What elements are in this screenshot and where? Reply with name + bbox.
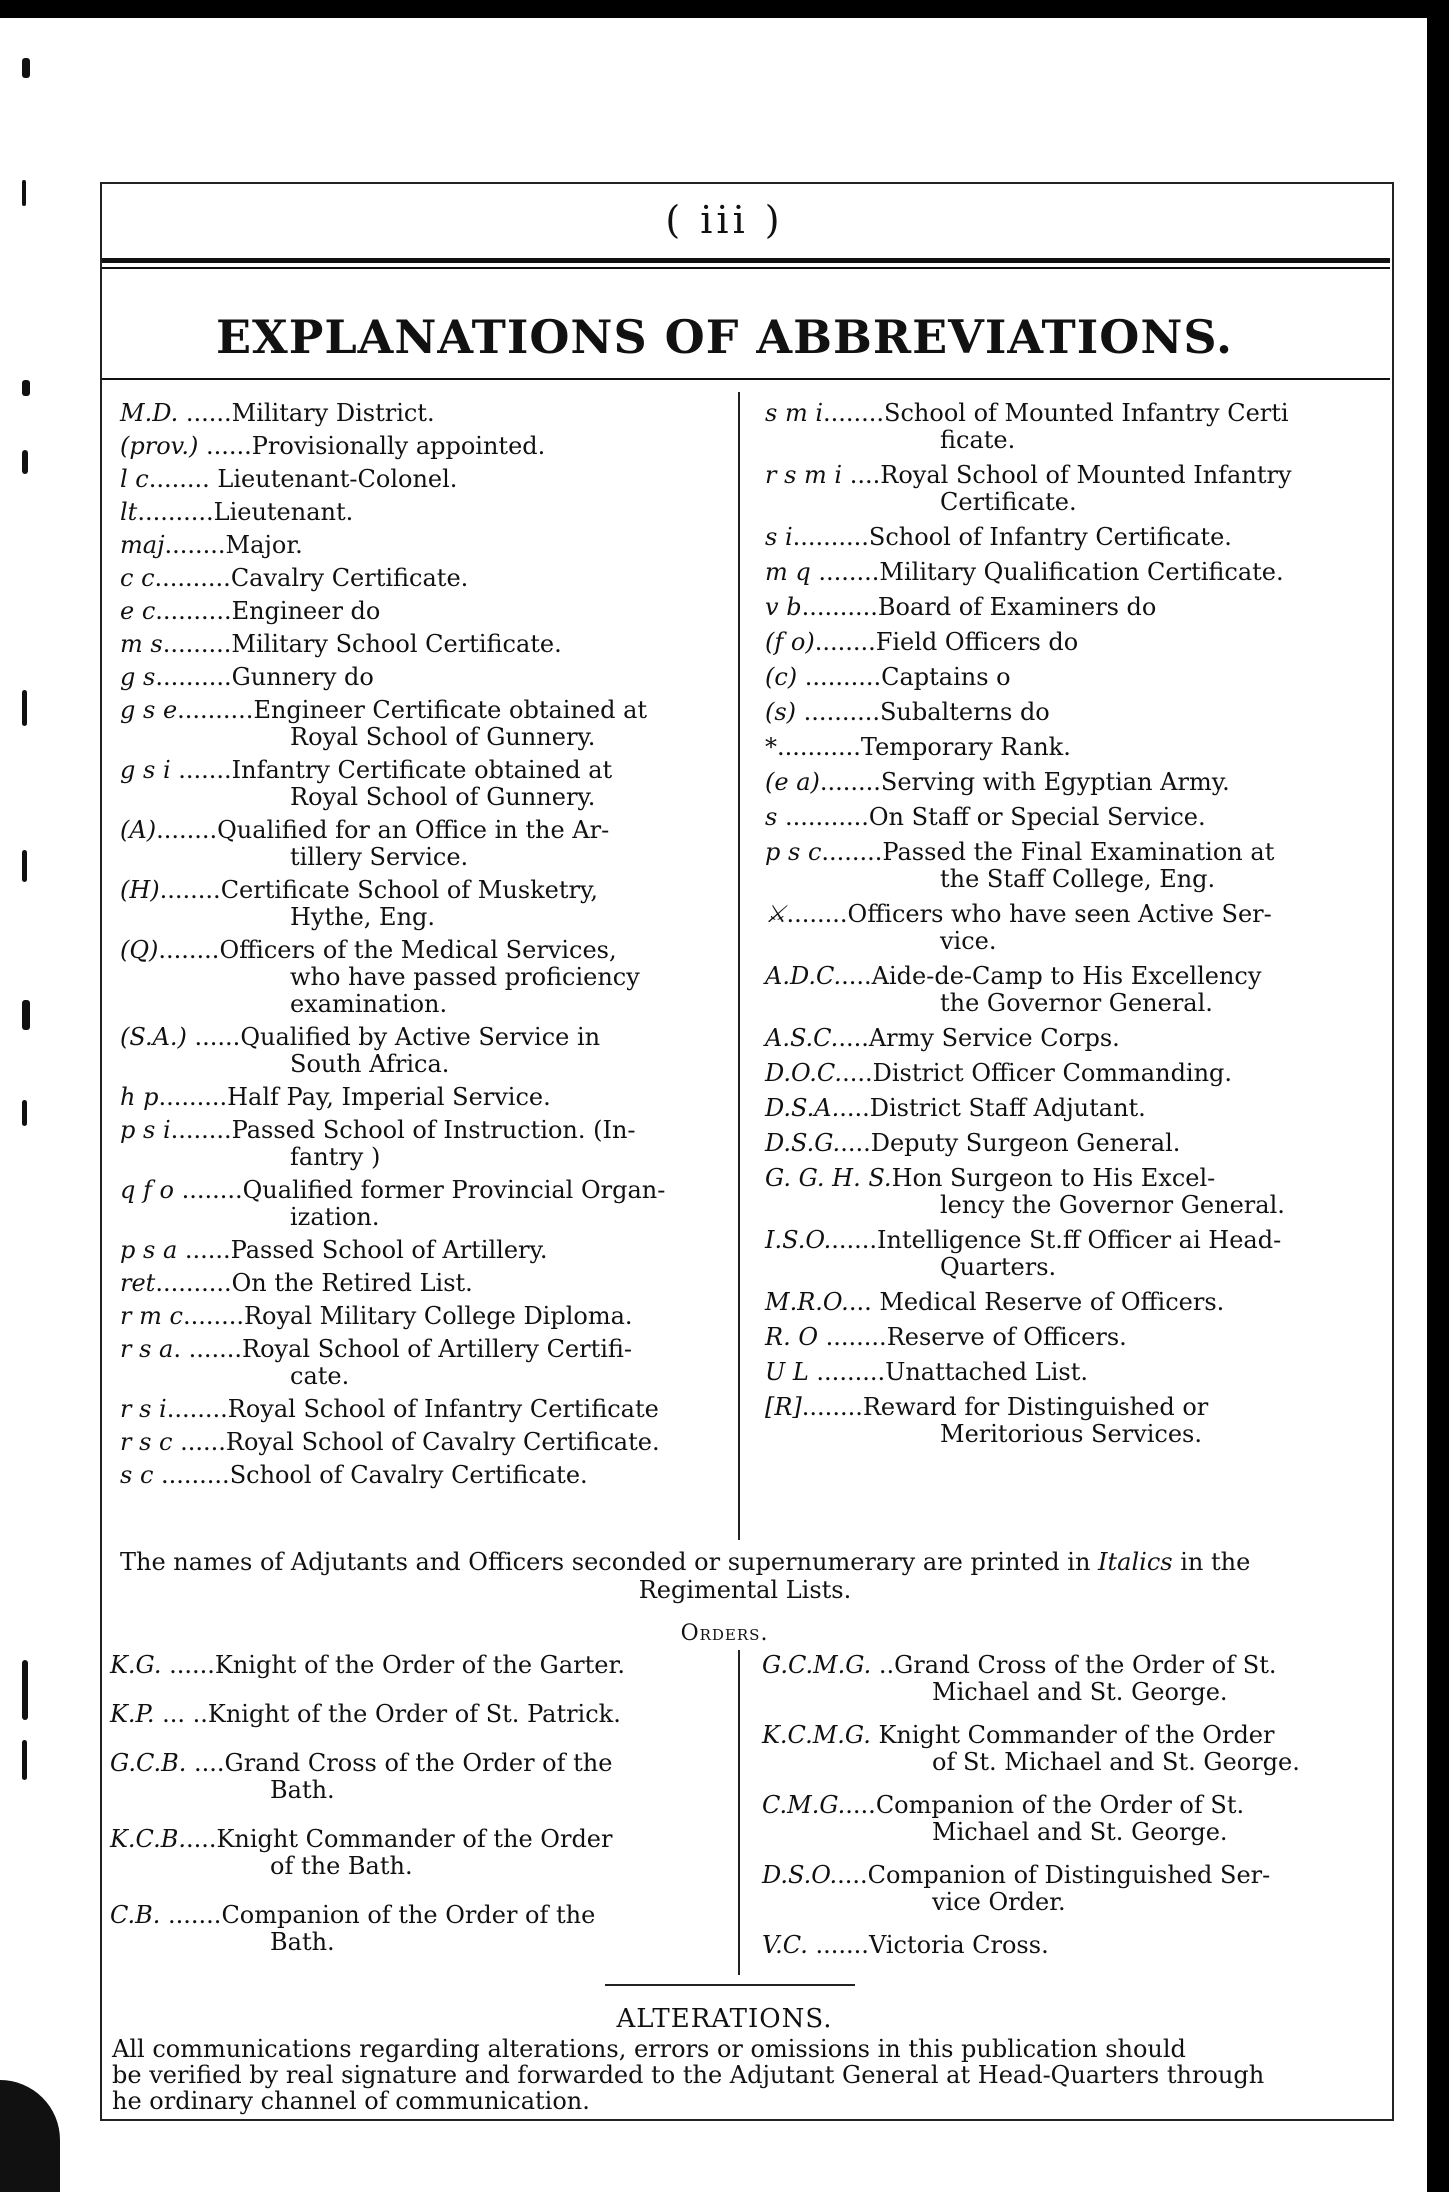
meaning: Companion of Distinguished Ser- bbox=[867, 1861, 1271, 1889]
leader-dots: ...... bbox=[186, 1023, 241, 1051]
meaning-continued: Michael and St. George. bbox=[932, 1818, 1228, 1846]
meaning: Royal School of Mounted Infantry bbox=[880, 461, 1292, 489]
meaning-continued: who have passed proficiency bbox=[290, 963, 640, 991]
abbreviation: s bbox=[765, 803, 778, 831]
meaning: Major. bbox=[225, 531, 303, 559]
abbreviation: (e a) bbox=[765, 768, 820, 796]
abbreviation: (s) bbox=[765, 698, 797, 726]
meaning-continued: the Governor General. bbox=[940, 989, 1213, 1017]
leader-dots: ...... bbox=[178, 399, 232, 427]
abbreviation: s c bbox=[120, 1461, 154, 1489]
abbreviation: v b bbox=[765, 593, 802, 621]
leader-dots: ......... bbox=[153, 1461, 230, 1489]
abbreviation-row bbox=[120, 598, 380, 625]
order-row bbox=[110, 1902, 595, 1956]
abbreviation-row bbox=[765, 1095, 1146, 1122]
abbreviation: M.D. bbox=[120, 399, 179, 427]
meaning: Hon Surgeon to His Excel- bbox=[891, 1164, 1216, 1192]
meaning: Cavalry Certificate. bbox=[230, 564, 469, 592]
meaning: Reserve of Officers. bbox=[886, 1323, 1127, 1351]
order-row bbox=[110, 1652, 625, 1679]
abbreviation: m s bbox=[120, 630, 163, 658]
leader-dots: .... bbox=[842, 461, 881, 489]
leader-dots: .......... bbox=[796, 698, 880, 726]
meaning: Infantry Certificate obtained at bbox=[231, 756, 613, 784]
order-row bbox=[110, 1750, 612, 1804]
abbreviation: l c bbox=[120, 465, 149, 493]
abbreviation-row bbox=[765, 559, 1284, 586]
meaning: Knight of the Order of St. Patrick. bbox=[207, 1700, 621, 1728]
leader-dots: ... .. bbox=[154, 1700, 208, 1728]
meaning-continued: Michael and St. George. bbox=[932, 1678, 1228, 1706]
abbreviation: * bbox=[765, 733, 777, 761]
abbreviation: p s a bbox=[120, 1236, 178, 1264]
abbreviation-row bbox=[120, 400, 435, 427]
abbreviation: e c bbox=[120, 597, 156, 625]
meaning: Passed the Final Examination at bbox=[882, 838, 1275, 866]
meaning: Royal School of Infantry Certificate bbox=[227, 1395, 659, 1423]
meaning: Engineer Certificate obtained at bbox=[253, 696, 648, 724]
meaning: District Officer Commanding. bbox=[872, 1059, 1233, 1087]
leader-dots: ........ bbox=[159, 876, 221, 904]
abbreviation: C.M.G. bbox=[762, 1791, 846, 1819]
leader-dots: ...... bbox=[198, 432, 252, 460]
meaning: Qualified by Active Service in bbox=[240, 1023, 601, 1051]
meaning: Field Officers do bbox=[875, 628, 1079, 656]
meaning-continued: vice. bbox=[940, 927, 997, 955]
abbreviation: g s e bbox=[120, 696, 178, 724]
leader-dots: ........ bbox=[158, 936, 220, 964]
column-divider-orders bbox=[738, 1650, 740, 1975]
abbreviation-row bbox=[765, 1324, 1127, 1351]
note-italic-word: Italics bbox=[1098, 1548, 1173, 1576]
meaning: Reward for Distinguished or bbox=[862, 1393, 1209, 1421]
abbreviation-row bbox=[765, 734, 1071, 761]
abbreviation: [R] bbox=[765, 1393, 802, 1421]
abbreviation: lt bbox=[120, 498, 138, 526]
leader-dots: .... bbox=[185, 1825, 217, 1853]
meaning: Qualified for an Office in the Ar- bbox=[217, 816, 610, 844]
leader-dots: ......... bbox=[162, 630, 232, 658]
abbreviation-row bbox=[765, 1025, 1120, 1052]
abbreviation-row bbox=[765, 963, 1261, 1017]
leader-dots: ........ bbox=[823, 399, 885, 427]
scan-mark bbox=[22, 1660, 28, 1720]
abbreviation: G.C.B. bbox=[110, 1749, 187, 1777]
leader-dots: ....... bbox=[807, 1931, 869, 1959]
meaning-continued: vice Order. bbox=[932, 1888, 1066, 1916]
meaning: Military Qualification Certificate. bbox=[879, 558, 1284, 586]
leader-dots: ........ bbox=[810, 558, 880, 586]
leader-dots: ........ bbox=[164, 531, 226, 559]
meaning: Certificate School of Musketry, bbox=[220, 876, 598, 904]
meaning: Medical Reserve of Officers. bbox=[871, 1288, 1225, 1316]
abbreviation: ret bbox=[120, 1269, 156, 1297]
abbreviation-row bbox=[120, 757, 612, 811]
meaning-continued: cate. bbox=[290, 1362, 350, 1390]
abbreviation: (A) bbox=[120, 816, 157, 844]
leader-dots: ........... bbox=[777, 803, 869, 831]
leader-dots: .......... bbox=[155, 663, 232, 691]
abbreviation-row bbox=[120, 466, 457, 493]
leader-dots: ........ bbox=[819, 768, 881, 796]
meaning: School of Mounted Infantry Certi bbox=[884, 399, 1289, 427]
abbreviation-row bbox=[120, 877, 598, 931]
abbreviation-row bbox=[120, 1084, 551, 1111]
abbreviation: D.S.A. bbox=[765, 1094, 840, 1122]
abbreviation: K.C.B. bbox=[110, 1825, 186, 1853]
meaning: On the Retired List. bbox=[231, 1269, 473, 1297]
leader-dots: ........ bbox=[818, 1323, 887, 1351]
leader-dots: .... bbox=[840, 1129, 871, 1157]
abbreviation-row bbox=[120, 433, 545, 460]
meaning: On Staff or Special Service. bbox=[868, 803, 1206, 831]
meaning: Unattached List. bbox=[885, 1358, 1088, 1386]
order-row bbox=[762, 1862, 1270, 1916]
scan-mark bbox=[22, 1740, 27, 1780]
meaning: Victoria Cross. bbox=[868, 1931, 1049, 1959]
meaning-continued: South Africa. bbox=[290, 1050, 450, 1078]
abbreviation-row bbox=[120, 1336, 632, 1390]
abbreviation: s m i bbox=[765, 399, 824, 427]
meaning: Subalterns do bbox=[879, 698, 1050, 726]
abbreviation-row bbox=[765, 462, 1292, 516]
abbreviation-row bbox=[120, 631, 562, 658]
order-row bbox=[762, 1652, 1276, 1706]
abbreviation: G. G. H. S. bbox=[765, 1164, 892, 1192]
meaning: Half Pay, Imperial Service. bbox=[227, 1083, 551, 1111]
abbreviation-row bbox=[765, 901, 1272, 955]
abbreviation: K.G. bbox=[110, 1651, 162, 1679]
meaning-continued: fantry ) bbox=[290, 1143, 381, 1171]
meaning: Passed School of Artillery. bbox=[230, 1236, 548, 1264]
leader-dots: .......... bbox=[792, 523, 869, 551]
meaning: Knight Commander of the Order bbox=[878, 1721, 1275, 1749]
leader-dots: ........ bbox=[182, 1302, 244, 1330]
abbreviation-row bbox=[120, 817, 609, 871]
abbreviation: m q bbox=[765, 558, 811, 586]
meaning-continued: Meritorious Services. bbox=[940, 1420, 1202, 1448]
abbreviation: p s c bbox=[765, 838, 822, 866]
meaning: Board of Examiners do bbox=[877, 593, 1157, 621]
abbreviation: D.S.O. bbox=[762, 1861, 838, 1889]
leader-dots: ...... bbox=[177, 1236, 231, 1264]
meaning: Knight of the Order of the Garter. bbox=[214, 1651, 625, 1679]
abbreviation-row bbox=[765, 804, 1206, 831]
abbreviation-row bbox=[765, 629, 1078, 656]
meaning: Passed School of Instruction. (In- bbox=[231, 1116, 636, 1144]
meaning: Royal Military College Diploma. bbox=[243, 1302, 633, 1330]
meaning-continued: Bath. bbox=[270, 1928, 335, 1956]
abbreviation: (S.A.) bbox=[120, 1023, 187, 1051]
leader-dots: ........ bbox=[801, 1393, 863, 1421]
meaning-continued: Royal School of Gunnery. bbox=[290, 783, 596, 811]
leader-dots: ...... bbox=[161, 1651, 215, 1679]
note-text-line2: Regimental Lists. bbox=[638, 1576, 852, 1604]
meaning: Temporary Rank. bbox=[860, 733, 1071, 761]
note-text: The names of Adjutants and Officers seconded or supernumerary are printed in bbox=[120, 1548, 1099, 1576]
leader-dots: .... bbox=[845, 1791, 876, 1819]
meaning-continued: tillery Service. bbox=[290, 843, 469, 871]
meaning-continued: of the Bath. bbox=[270, 1852, 413, 1880]
leader-dots: ........... bbox=[777, 733, 861, 761]
scan-corner-shadow bbox=[0, 2080, 60, 2192]
abbreviation: K.C.M.G. bbox=[762, 1721, 871, 1749]
abbreviation-row bbox=[765, 1289, 1224, 1316]
scan-mark bbox=[22, 380, 30, 396]
leader-dots: ......... bbox=[158, 1083, 228, 1111]
meaning: Provisionally appointed. bbox=[251, 432, 546, 460]
abbreviation-row bbox=[765, 400, 1289, 454]
meaning: District Staff Adjutant. bbox=[869, 1094, 1146, 1122]
meaning: Officers who have seen Active Ser- bbox=[847, 900, 1272, 928]
order-row bbox=[762, 1722, 1300, 1776]
meaning: Royal School of Artillery Certifi- bbox=[242, 1335, 633, 1363]
meaning-continued: lency the Governor General. bbox=[940, 1191, 1285, 1219]
meaning: Military District. bbox=[231, 399, 435, 427]
abbreviation: ⚔ bbox=[765, 900, 787, 928]
leader-dots: ........ bbox=[821, 838, 883, 866]
abbreviation: G.C.M.G. bbox=[762, 1651, 872, 1679]
abbreviation: h p bbox=[120, 1083, 159, 1111]
meaning: Knight Commander of the Order bbox=[216, 1825, 613, 1853]
order-row bbox=[110, 1826, 612, 1880]
meaning: Serving with Egyptian Army. bbox=[880, 768, 1230, 796]
abbreviation: D.O.C. bbox=[765, 1059, 843, 1087]
leader-dots: .......... bbox=[801, 593, 878, 621]
scan-top-edge bbox=[0, 0, 1449, 18]
abbreviation-row bbox=[765, 769, 1230, 796]
abbreviation-row bbox=[120, 937, 640, 1018]
leader-dots: ....... bbox=[160, 1901, 222, 1929]
meaning: Companion of the Order of the bbox=[221, 1901, 596, 1929]
meaning: Officers of the Medical Services, bbox=[219, 936, 617, 964]
abbreviation-row bbox=[120, 1270, 473, 1297]
abbreviation: r s a bbox=[120, 1335, 174, 1363]
leader-dots: .......... bbox=[155, 1269, 232, 1297]
header-rule-thin bbox=[102, 267, 1390, 269]
leader-dots: . ....... bbox=[173, 1335, 243, 1363]
meaning-continued: Certificate. bbox=[940, 488, 1077, 516]
meaning: Captains o bbox=[881, 663, 1011, 691]
abbreviation: q f o bbox=[120, 1176, 174, 1204]
meaning-continued: Bath. bbox=[270, 1776, 335, 1804]
leader-dots: .......... bbox=[155, 597, 232, 625]
abbreviation-row bbox=[120, 1237, 548, 1264]
alterations-rule bbox=[605, 1984, 855, 1986]
abbreviation-row bbox=[120, 697, 647, 751]
page-title: EXPLANATIONS OF ABBREVIATIONS. bbox=[215, 310, 1234, 364]
leader-dots: ... bbox=[848, 1288, 872, 1316]
abbreviation-row bbox=[120, 1462, 588, 1489]
abbreviation-row bbox=[765, 594, 1156, 621]
alterations-line: be verified by real signature and forwarded to the Adjutant General at Head-Quarters through bbox=[112, 2061, 1265, 2089]
meaning: Army Service Corps. bbox=[868, 1024, 1120, 1052]
abbreviation: p s i bbox=[120, 1116, 171, 1144]
meaning: Lieutenant-Colonel. bbox=[217, 465, 458, 493]
abbreviation-row bbox=[120, 1303, 633, 1330]
abbreviation-row bbox=[765, 839, 1274, 893]
meaning-continued: of St. Michael and St. George. bbox=[932, 1748, 1300, 1776]
abbreviation-row bbox=[765, 1060, 1232, 1087]
abbreviation: A.S.C. bbox=[765, 1024, 839, 1052]
leader-dots: ........ bbox=[156, 816, 218, 844]
abbreviation-row bbox=[765, 1165, 1285, 1219]
abbreviation-row bbox=[765, 524, 1232, 551]
meaning-continued: Royal School of Gunnery. bbox=[290, 723, 596, 751]
meaning-continued: examination. bbox=[290, 990, 448, 1018]
scan-mark bbox=[22, 850, 27, 882]
meaning: Grand Cross of the Order of St. bbox=[894, 1651, 1277, 1679]
title-rule bbox=[102, 378, 1390, 380]
meaning: Deputy Surgeon General. bbox=[870, 1129, 1181, 1157]
abbreviation: V.C. bbox=[762, 1931, 808, 1959]
alterations-line: All communications regarding alterations, errors or omissions in this publication should bbox=[112, 2035, 1186, 2063]
leader-dots: .......... bbox=[154, 564, 231, 592]
meaning-continued: ization. bbox=[290, 1203, 380, 1231]
abbreviation: K.P. bbox=[110, 1700, 155, 1728]
leader-dots: ...... bbox=[831, 1226, 878, 1254]
meaning: Intelligence St.ff Officer ai Head- bbox=[877, 1226, 1282, 1254]
abbreviation: r m c bbox=[120, 1302, 183, 1330]
abbreviation-row bbox=[765, 1359, 1088, 1386]
abbreviation: r s i bbox=[120, 1395, 167, 1423]
leader-dots: .... bbox=[838, 1024, 869, 1052]
meaning: Royal School of Cavalry Certificate. bbox=[225, 1428, 660, 1456]
leader-dots: ........ bbox=[173, 1176, 243, 1204]
abbreviation-row bbox=[120, 565, 468, 592]
abbreviation: s i bbox=[765, 523, 793, 551]
abbreviation: (H) bbox=[120, 876, 160, 904]
alterations-line: he ordinary channel of communication. bbox=[112, 2087, 590, 2115]
abbreviation: maj bbox=[120, 531, 165, 559]
scan-mark bbox=[22, 450, 28, 474]
meaning: School of Infantry Certificate. bbox=[868, 523, 1232, 551]
abbreviation-row bbox=[765, 1130, 1180, 1157]
abbreviation: r s c bbox=[120, 1428, 173, 1456]
abbreviation-row bbox=[120, 664, 374, 691]
abbreviation: I.S.O. bbox=[765, 1226, 832, 1254]
scan-mark bbox=[22, 690, 27, 726]
italics-note bbox=[120, 1548, 1370, 1604]
alterations-text bbox=[112, 2036, 1382, 2114]
order-row bbox=[762, 1792, 1244, 1846]
meaning-continued: Hythe, Eng. bbox=[290, 903, 436, 931]
meaning: Engineer do bbox=[231, 597, 381, 625]
order-row bbox=[762, 1932, 1049, 1959]
leader-dots: .. bbox=[871, 1651, 895, 1679]
abbreviation: C.B. bbox=[110, 1901, 161, 1929]
abbreviation: A.D.C. bbox=[765, 962, 842, 990]
abbreviation-row bbox=[120, 1429, 660, 1456]
orders-heading: Orders. bbox=[680, 1621, 769, 1646]
abbreviation: g s i bbox=[120, 756, 171, 784]
leader-dots: ...... bbox=[172, 1428, 226, 1456]
abbreviation: g s bbox=[120, 663, 156, 691]
abbreviation: M.R.O. bbox=[765, 1288, 849, 1316]
scan-mark bbox=[22, 1100, 27, 1126]
abbreviation-row bbox=[765, 664, 1011, 691]
meaning: School of Cavalry Certificate. bbox=[229, 1461, 588, 1489]
leader-dots: ........ bbox=[166, 1395, 228, 1423]
meaning: Companion of the Order of St. bbox=[875, 1791, 1245, 1819]
meaning: Military School Certificate. bbox=[231, 630, 562, 658]
order-row bbox=[110, 1701, 621, 1728]
abbreviation-row bbox=[765, 1394, 1208, 1448]
leader-dots: .... bbox=[839, 1094, 870, 1122]
abbreviation: r s m i bbox=[765, 461, 843, 489]
abbreviation: R. O bbox=[765, 1323, 819, 1351]
meaning: Lieutenant. bbox=[213, 498, 354, 526]
abbreviation-row bbox=[120, 1024, 600, 1078]
leader-dots: .......... bbox=[177, 696, 254, 724]
abbreviation: (Q) bbox=[120, 936, 159, 964]
meaning: Gunnery do bbox=[231, 663, 374, 691]
leader-dots: .... bbox=[841, 962, 872, 990]
abbreviation-row bbox=[120, 1117, 636, 1171]
abbreviation: (c) bbox=[765, 663, 798, 691]
abbreviation: U L bbox=[765, 1358, 809, 1386]
meaning: Grand Cross of the Order of the bbox=[224, 1749, 613, 1777]
leader-dots: ........ bbox=[170, 1116, 232, 1144]
meaning-continued: the Staff College, Eng. bbox=[940, 865, 1216, 893]
scan-mark bbox=[22, 58, 30, 78]
leader-dots: ....... bbox=[170, 756, 232, 784]
leader-dots: .......... bbox=[137, 498, 214, 526]
column-divider-abbreviations bbox=[738, 392, 740, 1540]
header-rule-thick bbox=[102, 258, 1390, 263]
meaning: Qualified former Provincial Organ- bbox=[242, 1176, 666, 1204]
meaning-continued: ficate. bbox=[940, 426, 1016, 454]
meaning: Aide-de-Camp to His Excellency bbox=[871, 962, 1262, 990]
leader-dots: ........ bbox=[148, 465, 218, 493]
note-text: in the bbox=[1172, 1548, 1251, 1576]
scan-mark bbox=[22, 1000, 30, 1030]
abbreviation-row bbox=[120, 1177, 665, 1231]
page-number: ( iii ) bbox=[665, 198, 784, 242]
leader-dots: .... bbox=[837, 1861, 868, 1889]
abbreviation-row bbox=[765, 699, 1050, 726]
abbreviation: D.S.G. bbox=[765, 1129, 841, 1157]
meaning-continued: Quarters. bbox=[940, 1253, 1057, 1281]
abbreviation-row bbox=[120, 1396, 659, 1423]
abbreviation: (f o) bbox=[765, 628, 815, 656]
leader-dots: .... bbox=[186, 1749, 225, 1777]
leader-dots: ......... bbox=[808, 1358, 886, 1386]
abbreviation-row bbox=[120, 499, 353, 526]
leader-dots: ........ bbox=[814, 628, 876, 656]
alterations-heading: ALTERATIONS. bbox=[616, 2004, 833, 2034]
leader-dots: .... bbox=[842, 1059, 873, 1087]
abbreviation-row bbox=[765, 1227, 1281, 1281]
abbreviation: (prov.) bbox=[120, 432, 199, 460]
abbreviation: c c bbox=[120, 564, 155, 592]
leader-dots: ........ bbox=[786, 900, 848, 928]
leader-dots: .......... bbox=[797, 663, 882, 691]
abbreviation-row bbox=[120, 532, 303, 559]
